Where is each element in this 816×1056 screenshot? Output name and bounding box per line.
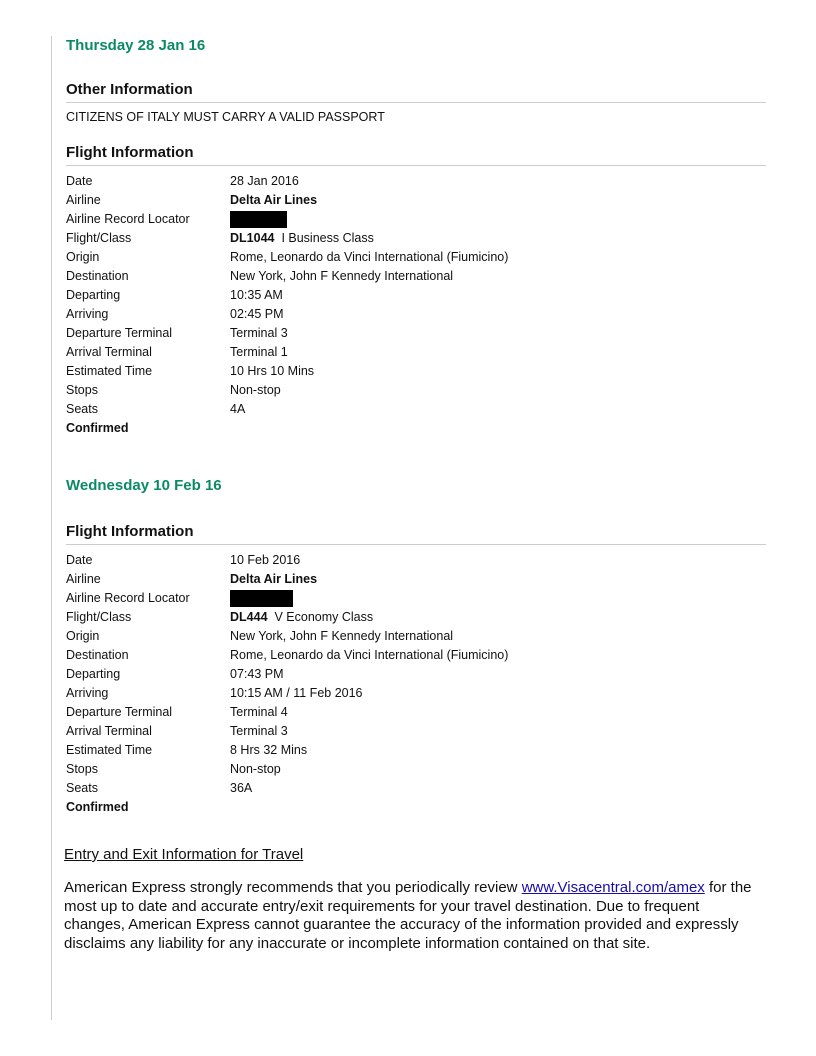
label: Airline Record Locator [66, 591, 190, 605]
row-seats [66, 779, 766, 798]
row-date [66, 551, 766, 570]
flight-information-title: Flight Information [66, 143, 766, 166]
row-seats [66, 400, 766, 419]
row-arriving [66, 305, 766, 324]
label: Date [66, 553, 93, 567]
value: Terminal 3 [230, 724, 288, 738]
entry-body-details: for the most up to date and accurate entry/exit requirements for your travel destination. Due to frequent changes, American Express cannot guarantee the accuracy of the information provided and expressly disclaims any liability for any inaccurate or incomplete information contained on that site. [64, 879, 752, 952]
value: 36A [230, 781, 253, 795]
value: 07:43 PM [230, 667, 284, 681]
label: Flight/Class [66, 231, 132, 245]
value: Non-stop [230, 762, 281, 776]
label: Arriving [66, 307, 109, 321]
entry-body-intro: American Express strongly recommends that you periodically review [64, 879, 522, 896]
date-heading: Wednesday 10 Feb 16 [66, 477, 222, 494]
row-departing [66, 665, 766, 684]
row-arrival-terminal [66, 722, 766, 741]
label: Airline [66, 193, 101, 207]
left-border-rule [51, 36, 52, 1020]
other-information-title: Other Information [66, 80, 766, 103]
label: Seats [66, 781, 98, 795]
flight-number: DL444 [230, 610, 268, 624]
label: Stops [66, 762, 98, 776]
value: 8 Hrs 32 Mins [230, 743, 308, 757]
value: 10:35 AM [230, 288, 283, 302]
redacted-locator [230, 590, 293, 607]
row-departure-terminal [66, 703, 766, 722]
row-flight-class [66, 229, 766, 248]
entry-exit-body [64, 879, 764, 953]
label: Origin [66, 250, 100, 264]
airline-name: Delta Air Lines [230, 193, 318, 207]
label: Departing [66, 288, 121, 302]
class-of-service: I Business Class [281, 231, 374, 245]
value: New York, John F Kennedy International [230, 269, 454, 283]
label: Departure Terminal [66, 326, 173, 340]
row-destination [66, 267, 766, 286]
row-arrival-terminal [66, 343, 766, 362]
row-destination [66, 646, 766, 665]
value: 4A [230, 402, 246, 416]
value: Non-stop [230, 383, 281, 397]
value: 10 Hrs 10 Mins [230, 364, 315, 378]
row-date [66, 172, 766, 191]
row-origin [66, 627, 766, 646]
value: 28 Jan 2016 [230, 174, 299, 188]
label: Flight/Class [66, 610, 132, 624]
flight-number: DL1044 [230, 231, 275, 245]
label: Estimated Time [66, 743, 153, 757]
label: Destination [66, 648, 129, 662]
value: Terminal 1 [230, 345, 288, 359]
label: Departing [66, 667, 121, 681]
row-flight-class [66, 608, 766, 627]
value: 10 Feb 2016 [230, 553, 301, 567]
row-departing [66, 286, 766, 305]
visacentral-link[interactable]: www.Visacentral.com/amex [521, 879, 705, 896]
class-of-service: V Economy Class [274, 610, 374, 624]
value: Rome, Leonardo da Vinci International (Fiumicino) [230, 250, 509, 264]
label: Date [66, 174, 93, 188]
booking-status: Confirmed [66, 421, 129, 435]
row-record-locator [66, 589, 766, 608]
row-stops [66, 760, 766, 779]
value-wrap [230, 589, 293, 608]
entry-exit-title: Entry and Exit Information for Travel [64, 846, 304, 863]
label: Origin [66, 629, 100, 643]
passport-notice: CITIZENS OF ITALY MUST CARRY A VALID PASSPORT [66, 110, 385, 124]
row-estimated-time [66, 362, 766, 381]
flight-details-table [66, 172, 766, 438]
row-stops [66, 381, 766, 400]
label: Airline [66, 572, 101, 586]
value: Terminal 4 [230, 705, 288, 719]
value-wrap [230, 210, 287, 229]
label: Arrival Terminal [66, 724, 152, 738]
row-airline [66, 570, 766, 589]
row-origin [66, 248, 766, 267]
label: Seats [66, 402, 98, 416]
label: Airline Record Locator [66, 212, 190, 226]
value: Rome, Leonardo da Vinci International (Fiumicino) [230, 648, 509, 662]
row-departure-terminal [66, 324, 766, 343]
label: Arrival Terminal [66, 345, 152, 359]
label: Stops [66, 383, 98, 397]
value-wrap [230, 608, 373, 627]
label: Departure Terminal [66, 705, 173, 719]
row-record-locator [66, 210, 766, 229]
value: 02:45 PM [230, 307, 284, 321]
value-wrap [230, 229, 374, 248]
row-airline [66, 191, 766, 210]
label: Destination [66, 269, 129, 283]
day-2-section [66, 476, 766, 817]
flight-details-table [66, 551, 766, 817]
redacted-locator [230, 211, 287, 228]
airline-name: Delta Air Lines [230, 572, 318, 586]
entry-exit-section [64, 845, 764, 953]
label: Estimated Time [66, 364, 153, 378]
itinerary-content [66, 36, 766, 817]
day-1-section [66, 36, 766, 438]
value: New York, John F Kennedy International [230, 629, 454, 643]
value: Terminal 3 [230, 326, 288, 340]
row-arriving [66, 684, 766, 703]
value: 10:15 AM / 11 Feb 2016 [230, 686, 363, 700]
booking-status: Confirmed [66, 800, 129, 814]
row-estimated-time [66, 741, 766, 760]
label: Arriving [66, 686, 109, 700]
flight-information-title: Flight Information [66, 522, 766, 545]
date-heading: Thursday 28 Jan 16 [66, 37, 206, 54]
